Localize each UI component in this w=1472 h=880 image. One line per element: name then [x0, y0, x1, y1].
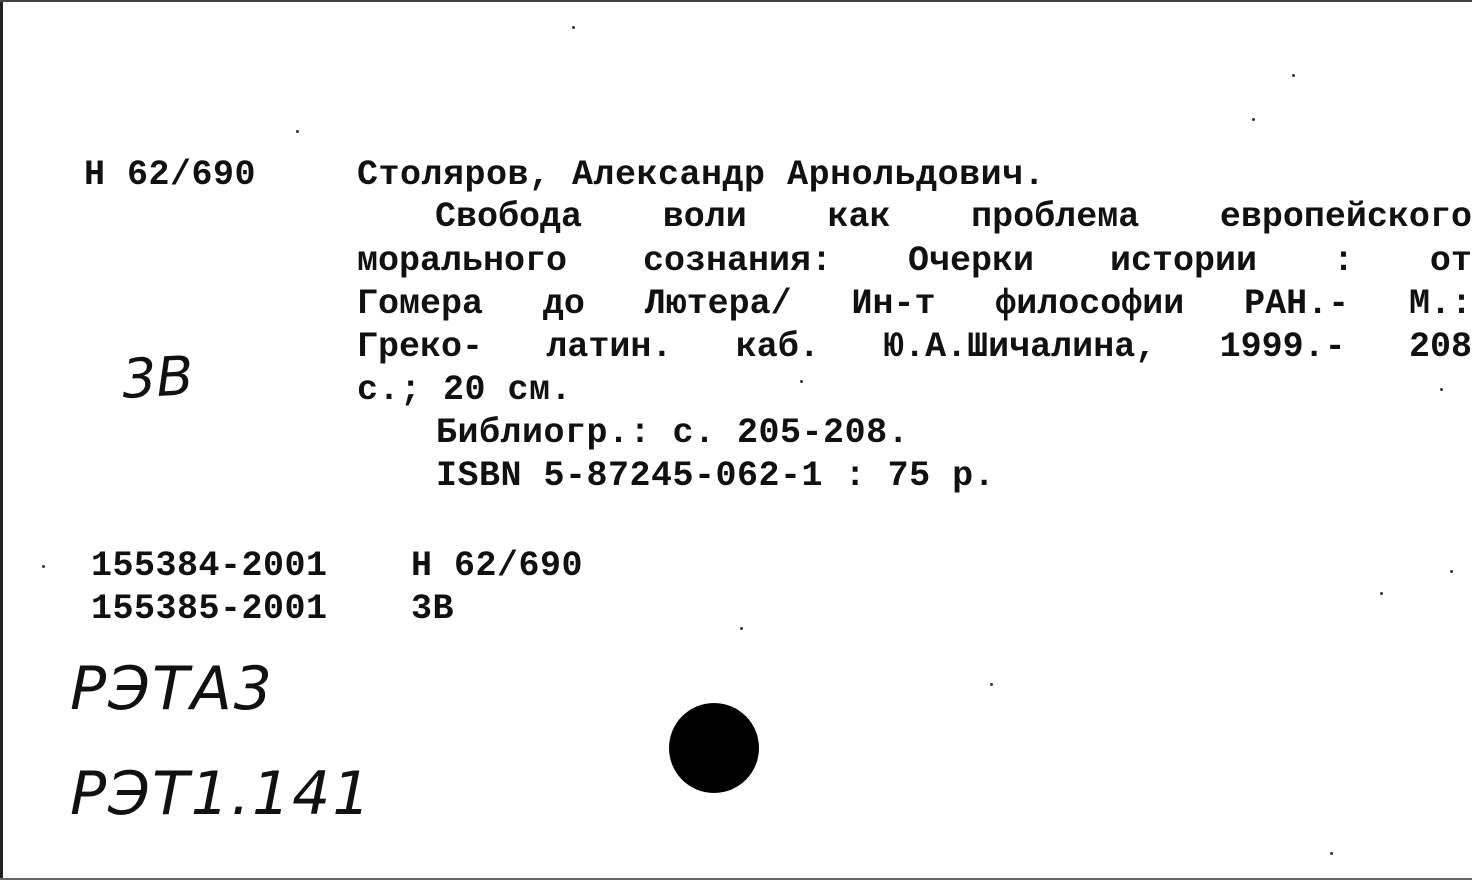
description-word: РАН.- [1244, 284, 1350, 324]
description-word: Лютера/ [644, 284, 792, 324]
scan-speck [1330, 852, 1333, 855]
description-word: Свобода [435, 197, 583, 237]
inventory-location: 3В [411, 589, 455, 629]
description-word: каб. [735, 327, 820, 367]
scan-speck [572, 26, 575, 29]
scan-speck [296, 130, 299, 133]
description-word: Гомера [357, 284, 484, 324]
scan-speck [990, 683, 993, 686]
scan-speck [800, 380, 803, 383]
description-word: до [542, 284, 585, 324]
punch-hole [669, 703, 759, 793]
scan-speck [1292, 74, 1295, 77]
description-word: Греко- [357, 327, 484, 367]
bibliography-note: Библиогр.: с. 205-208. [436, 413, 910, 453]
description-word: европейского [1219, 197, 1472, 237]
description-word: как [827, 197, 891, 237]
scan-speck [740, 627, 743, 630]
description-word: Ю.А.Шичалина, [883, 327, 1157, 367]
scan-speck [1252, 118, 1255, 121]
handwritten-note: РЭТ1.141 [70, 759, 373, 829]
description-word: проблема [971, 197, 1140, 237]
inventory-location: Н 62/690 [411, 546, 584, 586]
handwritten-note: РЭТА3 [70, 654, 274, 724]
inventory-number: 155385-2001 [91, 589, 328, 629]
description-word: М.: [1408, 284, 1472, 324]
description-line-3 [357, 283, 1472, 326]
description-word: Ин-т [851, 284, 936, 324]
scan-speck [42, 565, 45, 568]
description-word: : [1332, 241, 1354, 281]
description-line-2 [357, 240, 1472, 283]
description-word: Очерки [907, 241, 1035, 281]
description-line-1 [357, 196, 1472, 239]
description-word: истории [1109, 241, 1257, 281]
handwritten-code: 3В [120, 344, 195, 411]
pages-line: с.; 20 см. [357, 370, 573, 410]
scan-speck [1440, 388, 1443, 391]
call-number: Н 62/690 [84, 155, 257, 195]
author-heading: Столяров, Александр Арнольдович. [357, 155, 1046, 195]
description-word: латин. [546, 327, 673, 367]
description-word: воли [662, 197, 747, 237]
description-word: от [1429, 241, 1472, 281]
isbn-line: ISBN 5-87245-062-1 : 75 р. [436, 456, 996, 496]
scan-speck [1450, 570, 1453, 573]
description-line-4 [357, 326, 1472, 369]
card-left-edge [0, 0, 3, 880]
description-word: 208 [1408, 327, 1472, 367]
card-top-edge [0, 0, 1472, 2]
scan-speck [1380, 592, 1383, 595]
inventory-number: 155384-2001 [91, 546, 328, 586]
description-word: философии [995, 284, 1185, 324]
description-word: 1999.- [1219, 327, 1346, 367]
description-word: морального [357, 241, 568, 281]
description-word: сознания: [643, 241, 833, 281]
